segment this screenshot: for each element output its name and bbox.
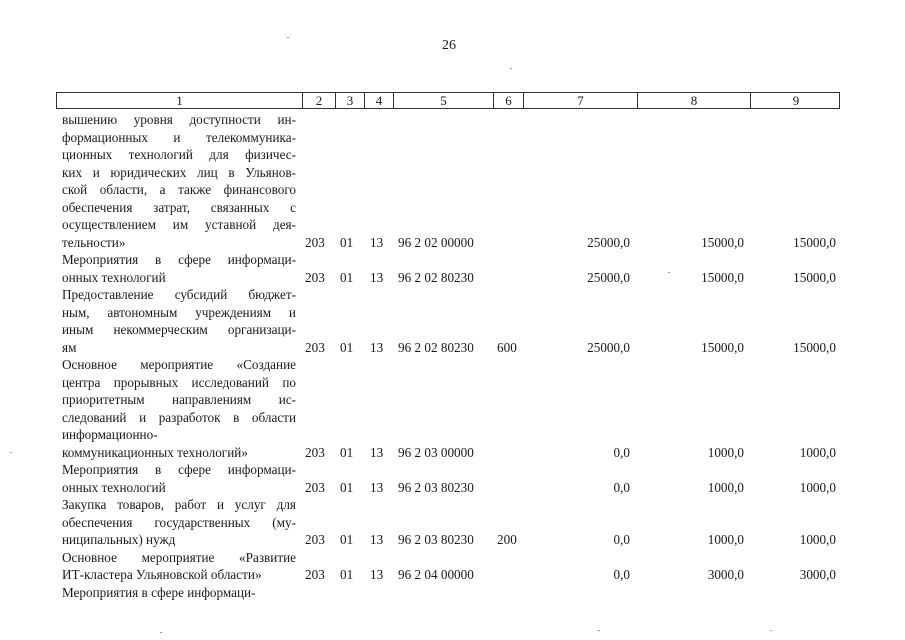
cell-c8: 15000,0 bbox=[701, 339, 744, 355]
cell-c3: 01 bbox=[340, 479, 354, 495]
cell-c4: 13 bbox=[370, 269, 384, 285]
header-cell-2: 2 bbox=[302, 93, 335, 108]
description-line: Мероприятия в сфере информаци- bbox=[62, 252, 296, 267]
row-description bbox=[62, 356, 296, 461]
cell-c3: 01 bbox=[340, 567, 354, 582]
row-description bbox=[62, 496, 296, 549]
cell-c4: 13 bbox=[370, 444, 384, 460]
table-header-row bbox=[56, 92, 840, 109]
cell-c8: 1000,0 bbox=[707, 479, 744, 495]
description-line: формационных и телекоммуника- bbox=[62, 129, 296, 145]
cell-c7: 0,0 bbox=[613, 444, 630, 460]
description-line: ционных технологий для физичес- bbox=[62, 147, 296, 162]
description-line: иным некоммерческим организаци- bbox=[62, 322, 296, 337]
description-line: приоритетным направлениям ис- bbox=[62, 392, 296, 407]
row-description bbox=[62, 286, 296, 356]
cell-c4: 13 bbox=[370, 339, 384, 355]
cell-c9: 1000,0 bbox=[799, 479, 836, 495]
row-description bbox=[62, 251, 296, 286]
cell-c7: 25000,0 bbox=[587, 269, 630, 285]
cell-c7: 0,0 bbox=[613, 567, 630, 582]
description-line: ской области, а также финансового bbox=[62, 182, 296, 197]
cell-c5: 96 2 02 00000 bbox=[398, 234, 474, 250]
description-line: обеспечения государственных (му- bbox=[62, 514, 296, 530]
cell-c9: 1000,0 bbox=[799, 532, 836, 547]
row-description bbox=[62, 584, 296, 602]
page-number: 26 bbox=[442, 38, 456, 53]
cell-c5: 96 2 02 80230 bbox=[398, 339, 474, 355]
cell-c7: 0,0 bbox=[613, 479, 630, 495]
cell-c6: 600 bbox=[497, 339, 517, 355]
description-line: ких и юридических лиц в Ульянов- bbox=[62, 164, 296, 180]
description-line: ИТ-кластера Ульяновской области» bbox=[62, 567, 262, 582]
cell-c5: 96 2 04 00000 bbox=[398, 567, 474, 582]
description-line: Основное мероприятие «Создание bbox=[62, 357, 296, 372]
description-line: коммуникационных технологий» bbox=[62, 444, 248, 460]
cell-c5: 96 2 02 80230 bbox=[398, 269, 474, 285]
row-description bbox=[62, 111, 296, 251]
cell-c8: 1000,0 bbox=[707, 444, 744, 460]
header-cell-7: 7 bbox=[523, 93, 637, 108]
scan-speck bbox=[770, 630, 772, 631]
cell-c8: 3000,0 bbox=[707, 567, 744, 582]
cell-c7: 0,0 bbox=[613, 532, 630, 547]
description-line: центра прорывных исследований по bbox=[62, 374, 296, 390]
cell-c2: 203 bbox=[305, 479, 325, 495]
cell-c9: 1000,0 bbox=[799, 444, 836, 460]
cell-c3: 01 bbox=[340, 269, 354, 285]
cell-c2: 203 bbox=[305, 532, 325, 547]
cell-c3: 01 bbox=[340, 339, 354, 355]
scan-speck bbox=[598, 630, 600, 631]
cell-c4: 13 bbox=[370, 567, 384, 582]
description-line: ным, автономным учреждениям и bbox=[62, 304, 296, 320]
description-line: тельности» bbox=[62, 234, 126, 250]
cell-c7: 25000,0 bbox=[587, 234, 630, 250]
description-line: Закупка товаров, работ и услуг для bbox=[62, 497, 296, 512]
header-cell-8: 8 bbox=[637, 93, 750, 108]
description-line: Предоставление субсидий бюджет- bbox=[62, 287, 296, 302]
cell-c4: 13 bbox=[370, 234, 384, 250]
cell-c3: 01 bbox=[340, 444, 354, 460]
description-line: Основное мероприятие «Развитие bbox=[62, 549, 296, 565]
cell-c5: 96 2 03 80230 bbox=[398, 532, 474, 547]
row-description bbox=[62, 461, 296, 496]
description-line: следований и разработок в области bbox=[62, 409, 296, 425]
cell-c7: 25000,0 bbox=[587, 339, 630, 355]
cell-c8: 1000,0 bbox=[707, 532, 744, 547]
cell-c9: 3000,0 bbox=[799, 567, 836, 582]
cell-c2: 203 bbox=[305, 339, 325, 355]
header-cell-9: 9 bbox=[750, 93, 841, 108]
cell-c4: 13 bbox=[370, 479, 384, 495]
scan-speck bbox=[510, 68, 512, 69]
cell-c2: 203 bbox=[305, 567, 325, 582]
cell-c8: 15000,0 bbox=[701, 269, 744, 285]
description-line: онных технологий bbox=[62, 479, 166, 495]
cell-c3: 01 bbox=[340, 234, 354, 250]
header-cell-5: 5 bbox=[393, 93, 493, 108]
description-line: ям bbox=[62, 339, 77, 355]
row-description bbox=[62, 549, 296, 584]
cell-c9: 15000,0 bbox=[793, 234, 836, 250]
cell-c9: 15000,0 bbox=[793, 269, 836, 285]
cell-c2: 203 bbox=[305, 234, 325, 250]
header-cell-1: 1 bbox=[176, 93, 183, 108]
cell-c6: 200 bbox=[497, 532, 517, 547]
description-line: ниципальных) нужд bbox=[62, 532, 176, 547]
cell-c2: 203 bbox=[305, 444, 325, 460]
scan-speck bbox=[287, 37, 289, 38]
scan-speck bbox=[10, 452, 12, 453]
cell-c2: 203 bbox=[305, 269, 325, 285]
cell-c3: 01 bbox=[340, 532, 354, 547]
description-line: обеспечения затрат, связанных с bbox=[62, 199, 296, 215]
description-line: Мероприятия в сфере информаци- bbox=[62, 584, 256, 600]
cell-c5: 96 2 03 00000 bbox=[398, 444, 474, 460]
description-line: онных технологий bbox=[62, 269, 166, 285]
cell-c5: 96 2 03 80230 bbox=[398, 479, 474, 495]
scan-speck bbox=[668, 272, 670, 273]
cell-c8: 15000,0 bbox=[701, 234, 744, 250]
description-line: осуществлением им уставной дея- bbox=[62, 217, 296, 232]
description-line: информационно- bbox=[62, 427, 158, 442]
cell-c9: 15000,0 bbox=[793, 339, 836, 355]
cell-c4: 13 bbox=[370, 532, 384, 547]
description-line: вышению уровня доступности ин- bbox=[62, 112, 296, 127]
scan-speck bbox=[160, 632, 162, 633]
description-line: Мероприятия в сфере информаци- bbox=[62, 462, 296, 477]
header-cell-3: 3 bbox=[335, 93, 364, 108]
header-cell-6: 6 bbox=[493, 93, 523, 108]
header-cell-4: 4 bbox=[364, 93, 393, 108]
